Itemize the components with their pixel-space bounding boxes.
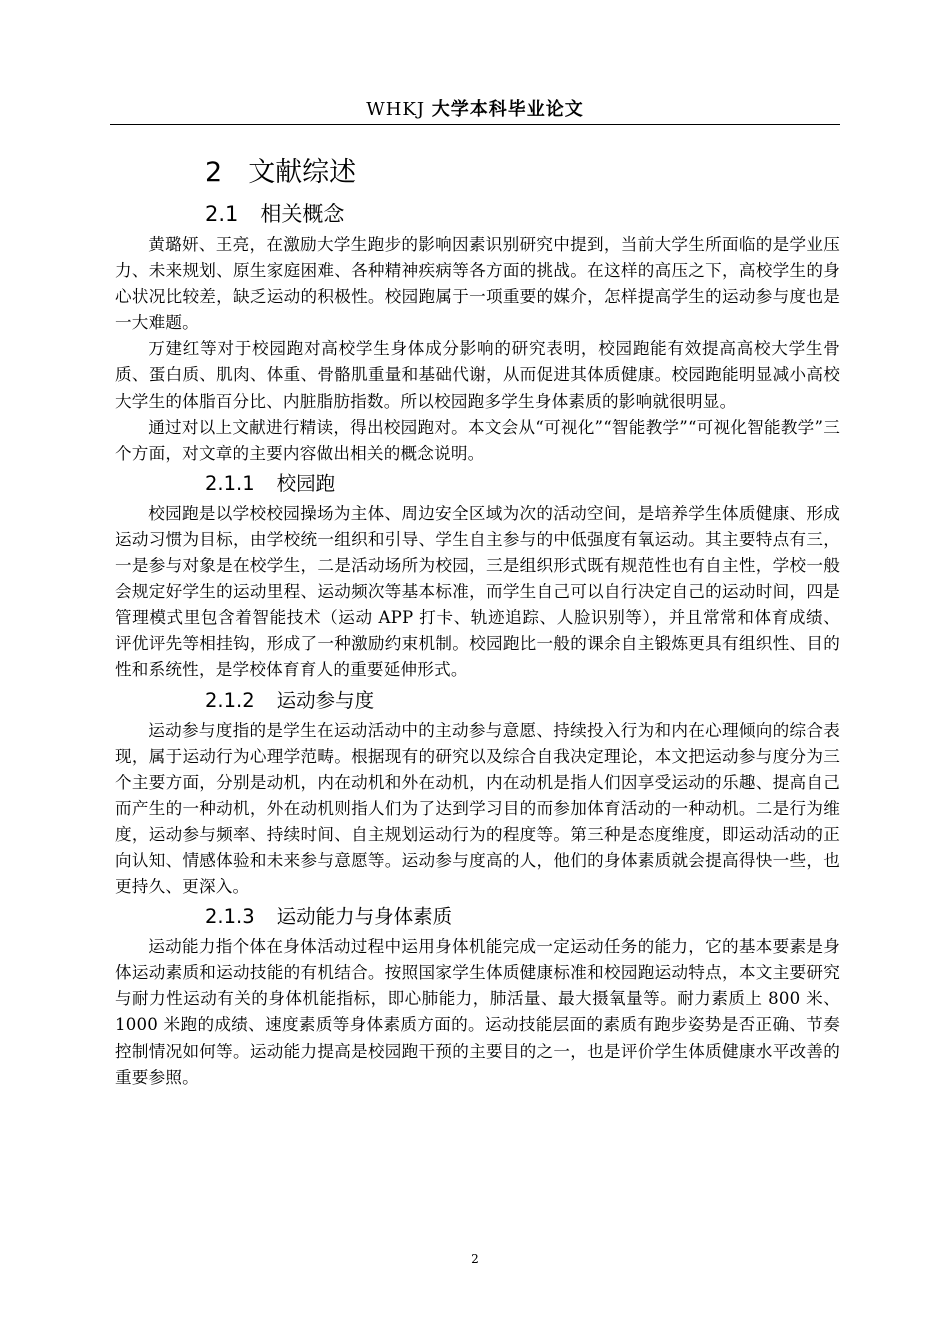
- paragraph: 通过对以上文献进行精读，得出校园跑对。本文会从“可视化”“智能教学”“可视化智能教学”三个方面，对文章的主要内容做出相关的概念说明。: [115, 417, 840, 463]
- body-content: [115, 150, 840, 1091]
- page-number: 2: [471, 1252, 479, 1266]
- chapter-number: 2: [205, 157, 223, 188]
- subsection-number: 2.1.2: [205, 688, 255, 712]
- subsection-number: 2.1.3: [205, 905, 255, 929]
- subsection-heading: [205, 467, 840, 501]
- subsection-heading: [205, 900, 840, 934]
- paragraph: 运动参与度指的是学生在运动活动中的主动参与意愿、持续投入行为和内在心理倾向的综合表现，属于运动行为心理学范畴。根据现有的研究以及综合自我决定理论，本文把运动参与度分为三个主要方面，分别是动机，内在动机和外在动机，内在动机是指人们因享受运动的乐趣、提高自己而产生的一种动机，外在动机则指人们为了达到学习目的而参加体育活动的一种动机。二是行为维度，运动参与频率、持续时间、自主规划运动行为的程度等。第三种是态度维度，即运动活动的正向认知、情感体验和未来参与意愿等。运动参与度高的人，他们的身体素质就会提高得快一些，也更持久、更深入。: [115, 720, 840, 897]
- subsection-heading: [205, 684, 840, 718]
- section-title: 相关概念: [260, 202, 345, 226]
- subsection-title: 校园跑: [276, 471, 336, 495]
- subsection-title: 运动能力与身体素质: [276, 905, 453, 929]
- header-title: 大学本科毕业论文: [431, 99, 584, 120]
- paragraph: 运动能力指个体在身体活动过程中运用身体机能完成一定运动任务的能力，它的基本要素是身体运动素质和运动技能的有机结合。按照国家学生体质健康标准和校园跑运动特点，本文主要研究与耐力性运动有关的身体机能指标，即心肺能力，肺活量、最大摄氧量等。耐力素质上 800 米、1000 米跑的成绩、速度素质等身体素质方面的。运动技能层面的素质有跑步姿势是否正确、节奏控制情况如何等。运动能力提高是校园跑干预的主要目的之一，也是评价学生体质健康水平改善的重要参照。: [115, 937, 840, 1087]
- subsection-number: 2.1.1: [205, 471, 255, 495]
- chapter-heading: [205, 150, 840, 196]
- section-heading: [205, 196, 840, 232]
- section-number: 2.1: [205, 202, 239, 226]
- running-header: [110, 98, 840, 122]
- paragraph: 校园跑是以学校校园操场为主体、周边安全区域为次的活动空间，是培养学生体质健康、形成运动习惯为目标，由学校统一组织和引导、学生自主参与的中低强度有氧运动。其主要特点有三，一是参与对象是在校学生，二是活动场所为校园，三是组织形式既有规范性也有自主性，学校一般会规定好学生的运动里程、运动频次等基本标准，而学生自己可以自行决定自己的运动时间，四是管理模式里包含着智能技术（运动 APP 打卡、轨迹追踪、人脸识别等），并且常常和体育成绩、评优评先等相挂钩，形成了一种激励约束机制。校园跑比一般的课余自主锻炼更具有组织性、目的性和系统性，是学校体育育人的重要延伸形式。: [115, 503, 840, 680]
- paragraph: 黄璐妍、王亮，在激励大学生跑步的影响因素识别研究中提到，当前大学生所面临的是学业压力、未来规划、原生家庭困难、各种精神疾病等各方面的挑战。在这样的高压之下，高校学生的身心状况比较差，缺乏运动的积极性。校园跑属于一项重要的媒介，怎样提高学生的运动参与度也是一大难题。: [115, 235, 840, 333]
- subsection-title: 运动参与度: [276, 688, 375, 712]
- header-prefix: WHKJ: [366, 99, 432, 120]
- header-rule: [110, 124, 840, 125]
- paragraph: 万建红等对于校园跑对高校学生身体成分影响的研究表明，校园跑能有效提高高校大学生骨质、蛋白质、肌肉、体重、骨骼肌重量和基础代谢，从而促进其体质健康。校园跑能明显减小高校大学生的体脂百分比、内脏脂肪指数。所以校园跑多学生身体素质的影响就很明显。: [115, 339, 840, 411]
- chapter-title: 文献综述: [248, 157, 357, 188]
